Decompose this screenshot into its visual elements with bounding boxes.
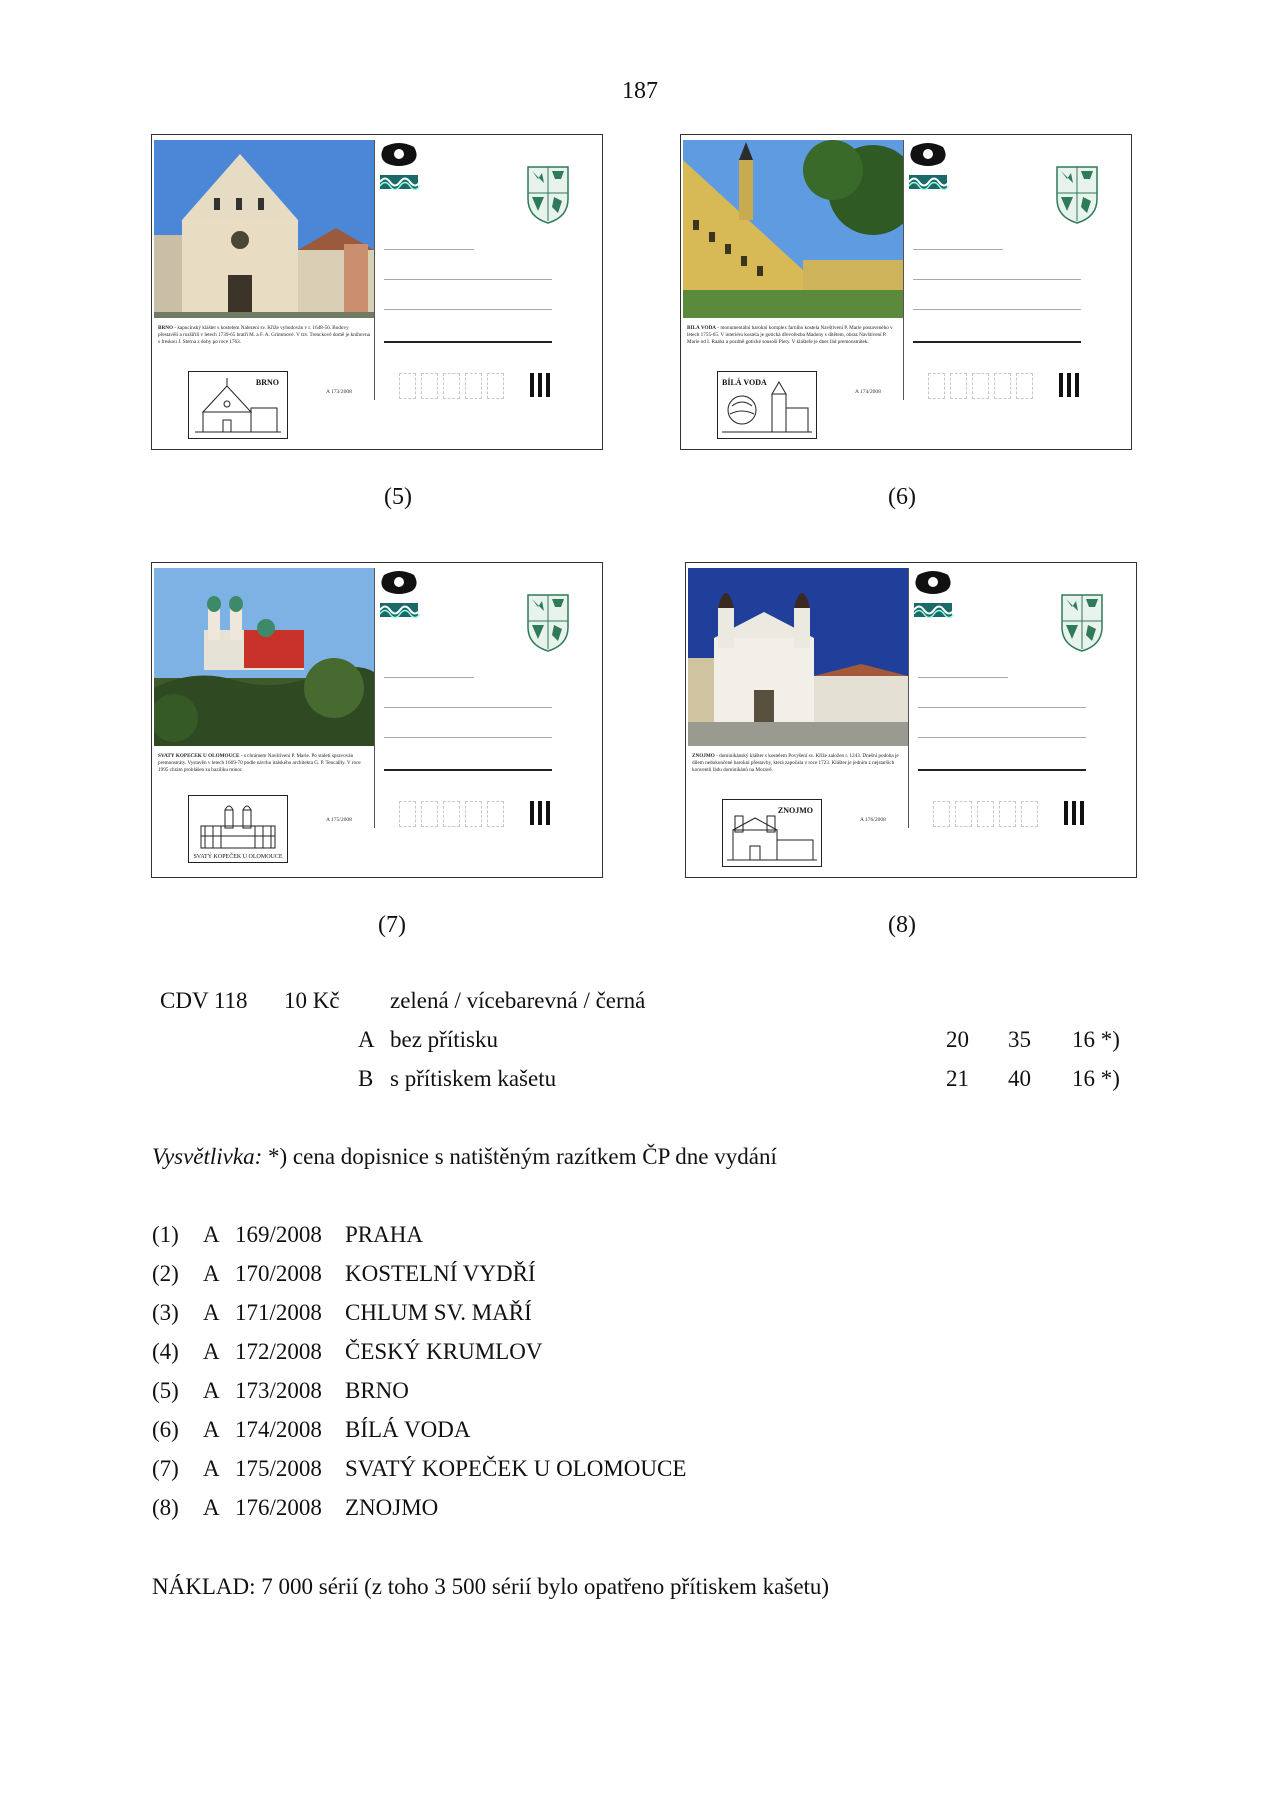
card-description: BRNO - kapucínský klášter s kostelem Nalezení sv. Kříže vybudován v r. 1648-56. Budovy přestavěli a rozšířili v letech 1739-65 bratři M. a F. A. Grimmové. V tzv. Trenckově domě je knihovna s freskou J. Sterna z doby po roce 1763. xyxy=(158,325,370,345)
ceska-posta-logo-icon xyxy=(378,141,420,201)
note xyxy=(152,1144,777,1170)
list-item-code: 172/2008 xyxy=(235,1339,322,1364)
card-description: SVATÝ KOPEČEK U OLOMOUCE - s chrámem Navštívení P. Marie. Po staletí spravován premonstráty. Vystavěn v letech 1669-70 podle návrhu italského architekta G. P. Tencallly. V roce 1995 chrám prohlášen za baziliku minor. xyxy=(158,753,361,773)
coat-of-arms-icon xyxy=(522,155,574,225)
card-photo xyxy=(683,140,903,318)
postcode-boxes xyxy=(399,373,504,399)
catalog-value: 10 Kč xyxy=(284,988,340,1013)
row-b-price1: 21 xyxy=(946,1066,969,1091)
list-item-name: PRAHA xyxy=(345,1222,423,1247)
card-code: A 173/2008 xyxy=(326,389,352,395)
card-code: A 174/2008 xyxy=(855,389,881,395)
postcard-5 xyxy=(151,134,603,450)
caption-8: (8) xyxy=(888,912,916,938)
cachet-stamp xyxy=(717,371,817,439)
page-number: 187 xyxy=(622,78,658,104)
card-code: A 175/2008 xyxy=(326,817,352,823)
list-item-name: ČESKÝ KRUMLOV xyxy=(345,1339,543,1364)
row-b-letter: B xyxy=(358,1066,374,1091)
caption-7: (7) xyxy=(378,912,406,938)
row-a-price1: 20 xyxy=(946,1027,969,1052)
cachet-stamp xyxy=(188,371,288,439)
row-a-text: bez přítisku xyxy=(390,1027,498,1052)
list-item-name: KOSTELNÍ VYDŘÍ xyxy=(345,1261,536,1286)
note-label: Vysvětlivka: xyxy=(152,1144,263,1169)
ceska-posta-logo-icon xyxy=(378,569,420,629)
list-item-name: BÍLÁ VODA xyxy=(345,1417,471,1442)
list-item-num: (1) xyxy=(152,1222,179,1247)
list-item-a: A xyxy=(203,1495,220,1520)
list-item-name: ZNOJMO xyxy=(345,1495,439,1520)
list-item-name: CHLUM SV. MAŘÍ xyxy=(345,1300,532,1325)
barcode-marks xyxy=(530,373,550,397)
list-item-a: A xyxy=(203,1417,220,1442)
divider xyxy=(374,140,375,400)
ceska-posta-logo-icon xyxy=(912,569,954,629)
card-description: ZNOJMO - dominikánský klášter s kostelem Povýšení sv. Kříže založen r. 1243. Dnešní podoba je dílem nedokončené barokní přestavby, která započala v roce 1723. Klášter je jedním z nejstarších konventů řádu dominikánů na Moravě. xyxy=(692,753,899,773)
card-photo xyxy=(154,140,374,318)
list-item-code: 171/2008 xyxy=(235,1300,322,1325)
naklad: NÁKLAD: 7 000 sérií (z toho 3 500 sérií bylo opatřeno přítiskem kašetu) xyxy=(152,1574,830,1599)
coat-of-arms-icon xyxy=(522,583,574,653)
list-item-code: 170/2008 xyxy=(235,1261,322,1286)
list-item-code: 175/2008 xyxy=(235,1456,322,1481)
row-a-letter: A xyxy=(358,1027,375,1052)
list-item-num: (7) xyxy=(152,1456,179,1481)
cachet-text: BRNO xyxy=(255,378,279,387)
list-item-num: (6) xyxy=(152,1417,179,1442)
row-b-price3: 16 *) xyxy=(1072,1066,1120,1091)
list-item-num: (2) xyxy=(152,1261,179,1286)
card-description: BÍLÁ VODA - monumentální barokní komplex farního kostela Navštívení P. Marie postaveného v letech 1755-65. V interiéru kostela je gotická dřevořezba Madony s dítětem, obraz Navštívení P. Marie od I. Raaba a pozdně gotické sousoší Piety. V klášteře je dnes řád premonstrátek. xyxy=(687,325,893,345)
list-item-a: A xyxy=(203,1456,220,1481)
list-item-name: BRNO xyxy=(345,1378,409,1403)
catalog-colors: zelená / vícebarevná / černá xyxy=(390,988,646,1013)
list-item-a: A xyxy=(203,1300,220,1325)
list-item-code: 176/2008 xyxy=(235,1495,322,1520)
caption-5: (5) xyxy=(384,484,412,510)
cachet-text: ZNOJMO xyxy=(777,806,813,815)
caption-6: (6) xyxy=(888,484,916,510)
note-text: *) cena dopisnice s natištěným razítkem ČP dne vydání xyxy=(268,1144,777,1169)
list-item-num: (3) xyxy=(152,1300,179,1325)
list-item-code: 173/2008 xyxy=(235,1378,322,1403)
list-item-a: A xyxy=(203,1261,220,1286)
catalog-code: CDV 118 xyxy=(160,988,248,1013)
list-item-num: (8) xyxy=(152,1495,179,1520)
list-item-code: 174/2008 xyxy=(235,1417,322,1442)
ceska-posta-logo-icon xyxy=(907,141,949,201)
coat-of-arms-icon xyxy=(1056,583,1108,653)
row-b-price2: 40 xyxy=(1008,1066,1031,1091)
card-code: A 176/2008 xyxy=(860,817,886,823)
card-photo xyxy=(154,568,374,746)
list-item-num: (4) xyxy=(152,1339,179,1364)
row-b-text: s přítiskem kašetu xyxy=(390,1066,557,1091)
list-item-a: A xyxy=(203,1339,220,1364)
list-item-name: SVATÝ KOPEČEK U OLOMOUCE xyxy=(345,1456,687,1481)
cachet-stamp xyxy=(188,795,288,863)
list-item-a: A xyxy=(203,1222,220,1247)
list-item-a: A xyxy=(203,1378,220,1403)
postcard-7 xyxy=(151,562,603,878)
cachet-stamp xyxy=(722,799,822,867)
row-a-price2: 35 xyxy=(1008,1027,1031,1052)
list-item-code: 169/2008 xyxy=(235,1222,322,1247)
cachet-text: SVATÝ KOPEČEK U OLOMOUCE xyxy=(193,854,283,860)
postcard-8 xyxy=(685,562,1137,878)
list-item-num: (5) xyxy=(152,1378,179,1403)
postcard-6 xyxy=(680,134,1132,450)
card-photo xyxy=(688,568,908,746)
row-a-price3: 16 *) xyxy=(1072,1027,1120,1052)
cachet-text: BÍLÁ VODA xyxy=(722,378,767,387)
coat-of-arms-icon xyxy=(1051,155,1103,225)
